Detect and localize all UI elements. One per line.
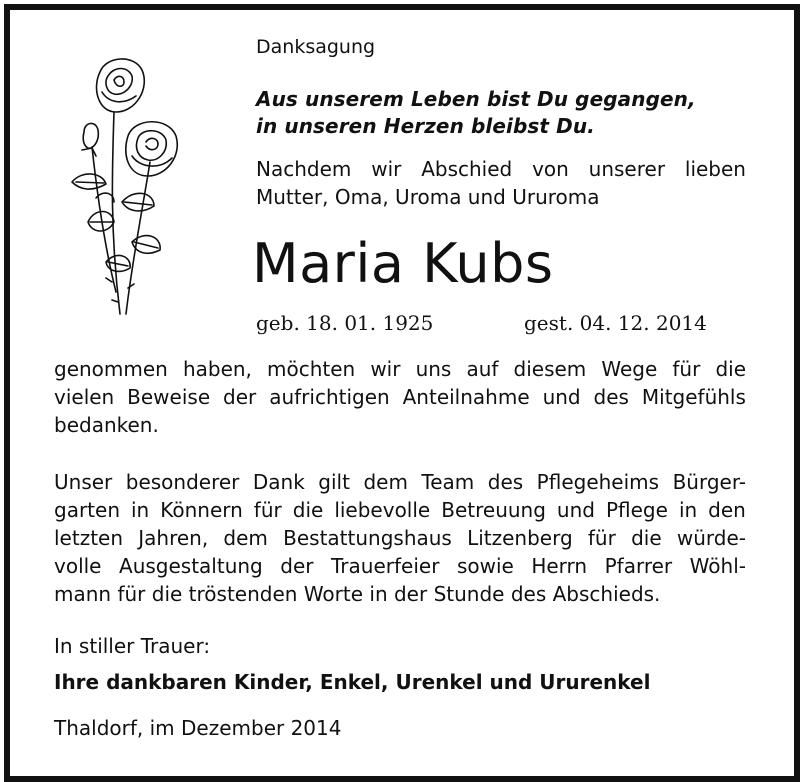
thanks-line-3: bedanken.: [54, 413, 159, 437]
birth-date: geb. 18. 01. 1925: [256, 311, 434, 335]
heading: Danksagung: [256, 36, 376, 58]
special-thanks-line-3: letzten Jahren, dem Bestattungshaus Litzenberg für die würde-: [54, 526, 746, 550]
mourning-label: In stiller Trauer:: [54, 634, 211, 658]
thanks-line-2: vielen Beweise der aufrichtigen Anteilnahme und des Mitgefühls: [54, 385, 746, 409]
motto-line-2: in unseren Herzen bleibst Du.: [256, 114, 595, 138]
death-date: gest. 04. 12. 2014: [524, 311, 707, 335]
mourners: Ihre dankbaren Kinder, Enkel, Urenkel und Ururenkel: [54, 670, 651, 694]
deceased-name: Maria Kubs: [252, 232, 554, 295]
special-thanks-line-2: garten in Könnern für die liebevolle Betreuung und Pflege in den: [54, 498, 746, 522]
special-thanks-line-5: mann für die tröstenden Worte in der Stunde des Abschieds.: [54, 582, 661, 606]
intro-line-2: Mutter, Oma, Uroma und Ururoma: [256, 185, 600, 209]
special-thanks-line-4: volle Ausgestaltung der Trauerfeier sowie Herrn Pfarrer Wöhl-: [54, 554, 746, 578]
rose-icon: [62, 52, 192, 324]
place-date: Thaldorf, im Dezember 2014: [54, 716, 342, 740]
motto-line-1: Aus unserem Leben bist Du gegangen,: [256, 87, 696, 111]
thanks-line-1: genommen haben, möchten wir uns auf diesem Wege für die: [54, 357, 746, 381]
special-thanks-line-1: Unser besonderer Dank gilt dem Team des Pflegeheims Bürger-: [54, 470, 746, 494]
intro-line-1: Nachdem wir Abschied von unserer lieben: [256, 157, 746, 181]
